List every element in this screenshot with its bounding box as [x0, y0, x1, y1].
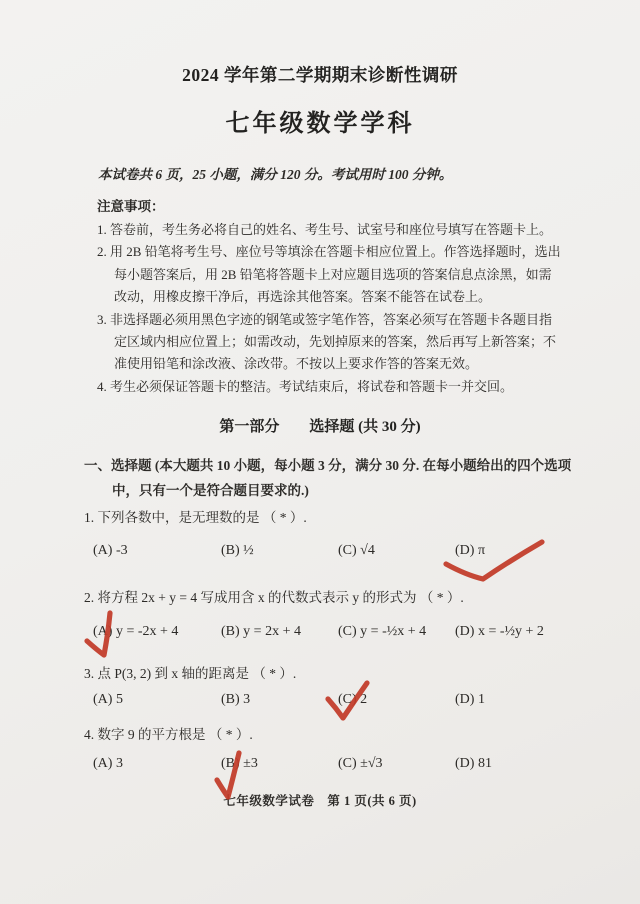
option-value: 1 [477, 692, 485, 707]
exam-info-line: 本试卷共 6 页，25 小题，满分 120 分。考试用时 100 分钟。 [98, 167, 453, 182]
option-value: x = -½y + 2 [477, 624, 544, 639]
notices-list [97, 219, 561, 398]
option-label: (B) [221, 624, 240, 639]
exam-session-title: 2024 学年第二学期期末诊断性调研 [182, 65, 458, 85]
question-4-option-c [338, 756, 383, 772]
page-footer: 七年级数学试卷 第 1 页(共 6 页) [223, 794, 417, 808]
question-4-option-d [455, 756, 492, 772]
question-2-option-d [455, 624, 544, 640]
question-4-stem: 4. 数字 9 的平方根是 （ * ）. [84, 727, 253, 742]
question-2-stem: 2. 将方程 2x + y = 4 写成用含 x 的代数式表示 y 的形式为 （ * ）. [84, 590, 464, 605]
question-3-option-d [455, 692, 485, 708]
option-value: 3 [243, 692, 251, 707]
question-1-option-c [338, 543, 375, 559]
option-value: ±3 [243, 756, 258, 771]
part1-heading: 第一部分 选择题 (共 30 分) [219, 419, 421, 435]
option-value: -3 [115, 543, 128, 558]
question-1-option-d [455, 543, 485, 559]
notice-item-3: 3. 非选择题必须用黑色字迹的钢笔或签字笔作答，答案必须写在答题卡各题目指定区域内相应位置上；如需改动，先划掉原来的答案，然后再写上新答案；不准使用铅笔和涂改液、涂改带。不按以上要求作答的答案无效。 [97, 311, 557, 372]
question-3-option-c [338, 692, 367, 708]
option-value: ½ [243, 543, 254, 558]
question-1-option-a [93, 543, 128, 559]
option-label: (D) [455, 543, 475, 558]
option-value: y = 2x + 4 [243, 624, 301, 639]
option-value: ±√3 [360, 756, 383, 771]
option-label: (B) [221, 756, 240, 771]
option-value: 5 [115, 692, 123, 707]
option-label: (C) [338, 756, 357, 771]
question-3-option-a [93, 692, 123, 708]
question-1-stem: 1. 下列各数中，是无理数的是 （ * ）. [84, 510, 307, 525]
option-value: √4 [360, 543, 375, 558]
question-2-option-c [338, 624, 426, 640]
option-label: (A) [93, 692, 113, 707]
question-3-option-b [221, 692, 250, 708]
notices-heading: 注意事项： [97, 199, 165, 214]
option-value: y = -2x + 4 [115, 624, 179, 639]
question-2-option-b [221, 624, 301, 640]
question-1-option-b [221, 543, 254, 559]
notice-item-4: 4. 考生必须保证答题卡的整洁。考试结束后，将试卷和答题卡一并交回。 [97, 378, 514, 394]
option-label: (C) [338, 543, 357, 558]
question-4-option-a [93, 756, 123, 772]
question-4-option-b [221, 756, 258, 772]
option-label: (D) [455, 756, 475, 771]
option-value: π [477, 543, 486, 558]
option-label: (A) [93, 624, 113, 639]
option-value: 2 [360, 692, 368, 707]
question-3-stem: 3. 点 P(3, 2) 到 x 轴的距离是 （ * ）. [84, 666, 297, 681]
option-value: 81 [477, 756, 492, 771]
option-label: (D) [455, 692, 475, 707]
option-label: (C) [338, 692, 357, 707]
question-2-option-a [93, 624, 178, 640]
exam-subject-title: 七年级数学学科 [225, 111, 415, 137]
option-label: (D) [455, 624, 475, 639]
option-value: y = -½x + 4 [360, 624, 427, 639]
option-label: (A) [93, 756, 113, 771]
section-instructions: 一、选择题 (本大题共 10 小题，每小题 3 分，满分 30 分. 在每小题给出的四个选项中，只有一个是符合题目要求的.) [84, 458, 572, 498]
option-label: (B) [221, 543, 240, 558]
option-value: 3 [115, 756, 123, 771]
notice-item-2: 2. 用 2B 铅笔将考生号、座位号等填涂在答题卡相应位置上。作答选择题时，选出每小题答案后，用 2B 铅笔将答题卡上对应题目选项的答案信息点涂黑，如需改动，用橡皮擦干净后，再选涂其他答案。答案不能答在试卷上。 [97, 244, 561, 305]
option-label: (B) [221, 692, 240, 707]
option-label: (C) [338, 624, 357, 639]
notice-item-1: 1. 答卷前，考生务必将自己的姓名、考生号、试室号和座位号填写在答题卡上。 [97, 222, 553, 237]
option-label: (A) [93, 543, 113, 558]
